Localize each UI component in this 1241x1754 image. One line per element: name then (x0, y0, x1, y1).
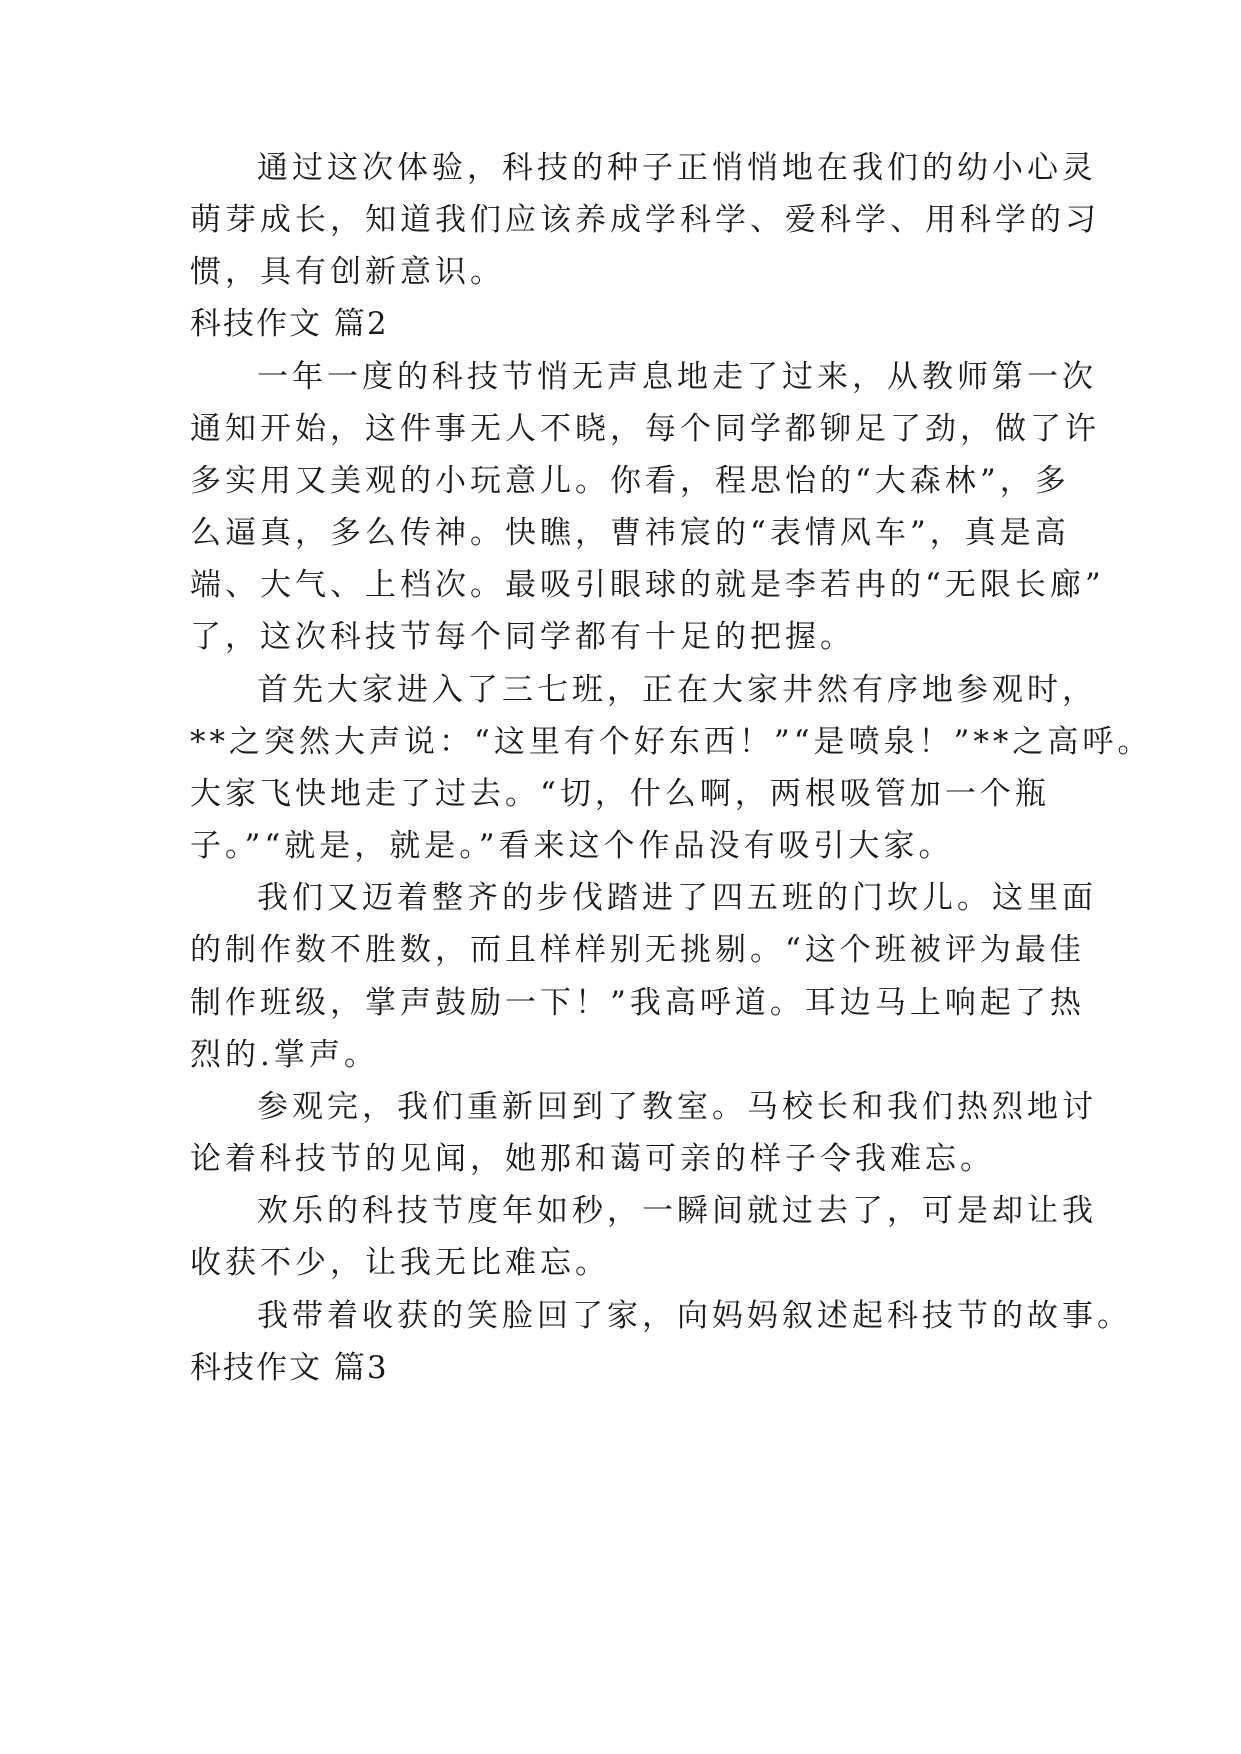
section-heading: 科技作文 篇3 (190, 1350, 389, 1386)
paragraph-line: 的制作数不胜数，而且样样别无挑剔。“这个班被评为最佳 (190, 932, 1085, 968)
paragraph-line: **之突然大声说：“这里有个好东西！”“是喷泉！”**之高呼。 (190, 724, 1153, 760)
paragraph-line: 么逼真，多么传神。快瞧，曹祎宸的“表情风车”，真是高 (190, 515, 1070, 551)
section-heading: 科技作文 篇2 (190, 306, 389, 342)
paragraph-line: 萌芽成长，知道我们应该养成学科学、爱科学、用科学的习 (190, 202, 1100, 238)
paragraph-line: 端、大气、上档次。最吸引眼球的就是李若冉的“无限长廊” (190, 567, 1105, 603)
paragraph-line: 了，这次科技节每个同学都有十足的把握。 (190, 619, 855, 655)
paragraph-line: 参观完，我们重新回到了教室。马校长和我们热烈地讨 (257, 1089, 1097, 1125)
paragraph-line: 欢乐的科技节度年如秒，一瞬间就过去了，可是却让我 (257, 1193, 1097, 1229)
paragraph-line: 一年一度的科技节悄无声息地走了过来，从教师第一次 (257, 359, 1097, 395)
paragraph-line: 大家飞快地走了过去。“切，什么啊，两根吸管加一个瓶 (190, 776, 1050, 812)
paragraph-line: 多实用又美观的小玩意儿。你看，程思怡的“大森林”，多 (190, 463, 1070, 499)
paragraph-line: 首先大家进入了三七班，正在大家井然有序地参观时， (257, 672, 1097, 708)
paragraph-line: 论着科技节的见闻，她那和蔼可亲的样子令我难忘。 (190, 1141, 995, 1177)
paragraph-line: 收获不少，让我无比难忘。 (190, 1245, 610, 1281)
paragraph-line: 我们又迈着整齐的步伐踏进了四五班的门坎儿。这里面 (257, 880, 1097, 916)
paragraph-line: 烈的.掌声。 (190, 1037, 379, 1073)
paragraph-line: 我带着收获的笑脸回了家，向妈妈叙述起科技节的故事。 (257, 1298, 1132, 1334)
paragraph-line: 子。”“就是，就是。”看来这个作品没有吸引大家。 (190, 828, 954, 864)
paragraph-line: 通知开始，这件事无人不晓，每个同学都铆足了劲，做了许 (190, 411, 1100, 447)
paragraph-line: 惯，具有创新意识。 (190, 254, 505, 290)
paragraph-line: 通过这次体验，科技的种子正悄悄地在我们的幼小心灵 (257, 150, 1097, 186)
paragraph-line: 制作班级，掌声鼓励一下！”我高呼道。耳边马上响起了热 (190, 985, 1085, 1021)
